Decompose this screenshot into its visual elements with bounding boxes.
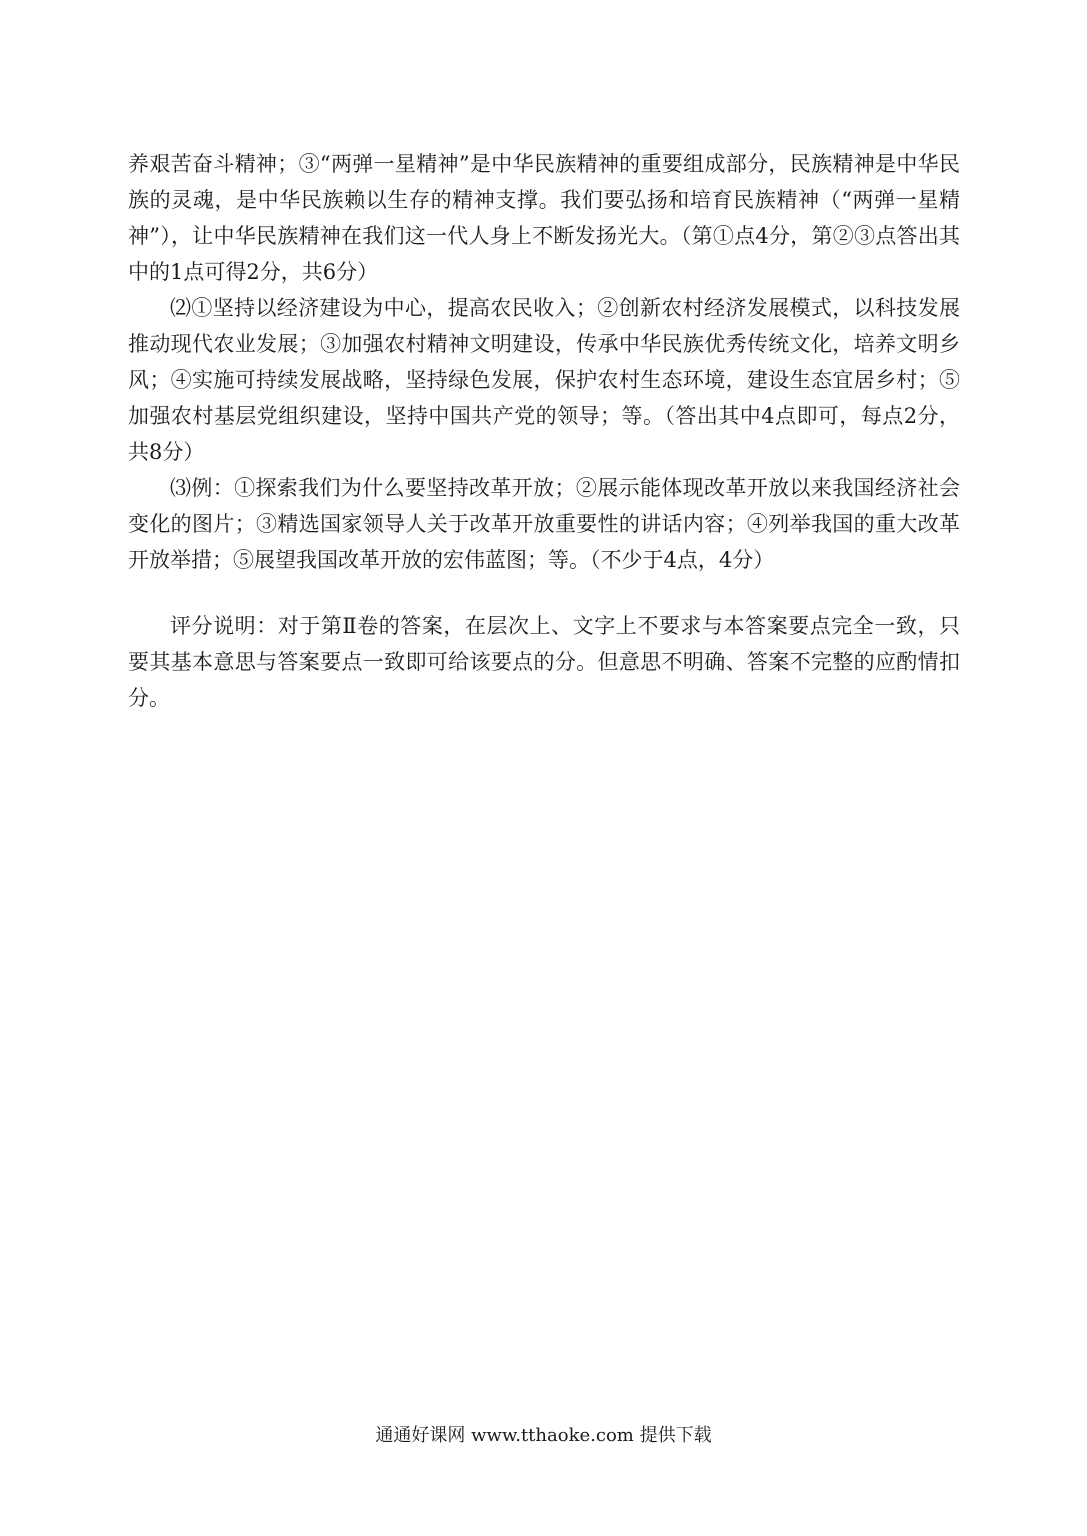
scoring-note: 评分说明：对于第Ⅱ卷的答案，在层次上、文字上不要求与本答案要点完全一致，只要其基本意思与答案要点一致即可给该要点的分。但意思不明确、答案不完整的应酌情扣分。 [128, 614, 960, 710]
answer-content [128, 146, 960, 716]
answer-paragraph-2: ⑵①坚持以经济建设为中心，提高农民收入；②创新农村经济发展模式，以科技发展推动现代农业发展；③加强农村精神文明建设，传承中华民族优秀传统文化，培养文明乡风；④实施可持续发展战略，坚持绿色发展，保护农村生态环境，建设生态宜居乡村；⑤加强农村基层党组织建设，坚持中国共产党的领导；等。（答出其中4点即可，每点2分，共8分） [128, 296, 960, 464]
page-footer: 通通好课网 www.tthaoke.com 提供下载 [375, 1425, 712, 1446]
paragraph-spacer [128, 578, 960, 608]
answer-paragraph-3: ⑶例：①探索我们为什么要坚持改革开放；②展示能体现改革开放以来我国经济社会变化的图片；③精选国家领导人关于改革开放重要性的讲话内容；④列举我国的重大改革开放举措；⑤展望我国改革开放的宏伟蓝图；等。（不少于4点，4分） [128, 476, 960, 572]
answer-paragraph-continuation: 养艰苦奋斗精神；③“两弹一星精神”是中华民族精神的重要组成部分，民族精神是中华民族的灵魂，是中华民族赖以生存的精神支撑。我们要弘扬和培育民族精神（“两弹一星精神”），让中华民族精神在我们这一代人身上不断发扬光大。（第①点4分，第②③点答出其中的1点可得2分，共6分） [128, 152, 960, 284]
